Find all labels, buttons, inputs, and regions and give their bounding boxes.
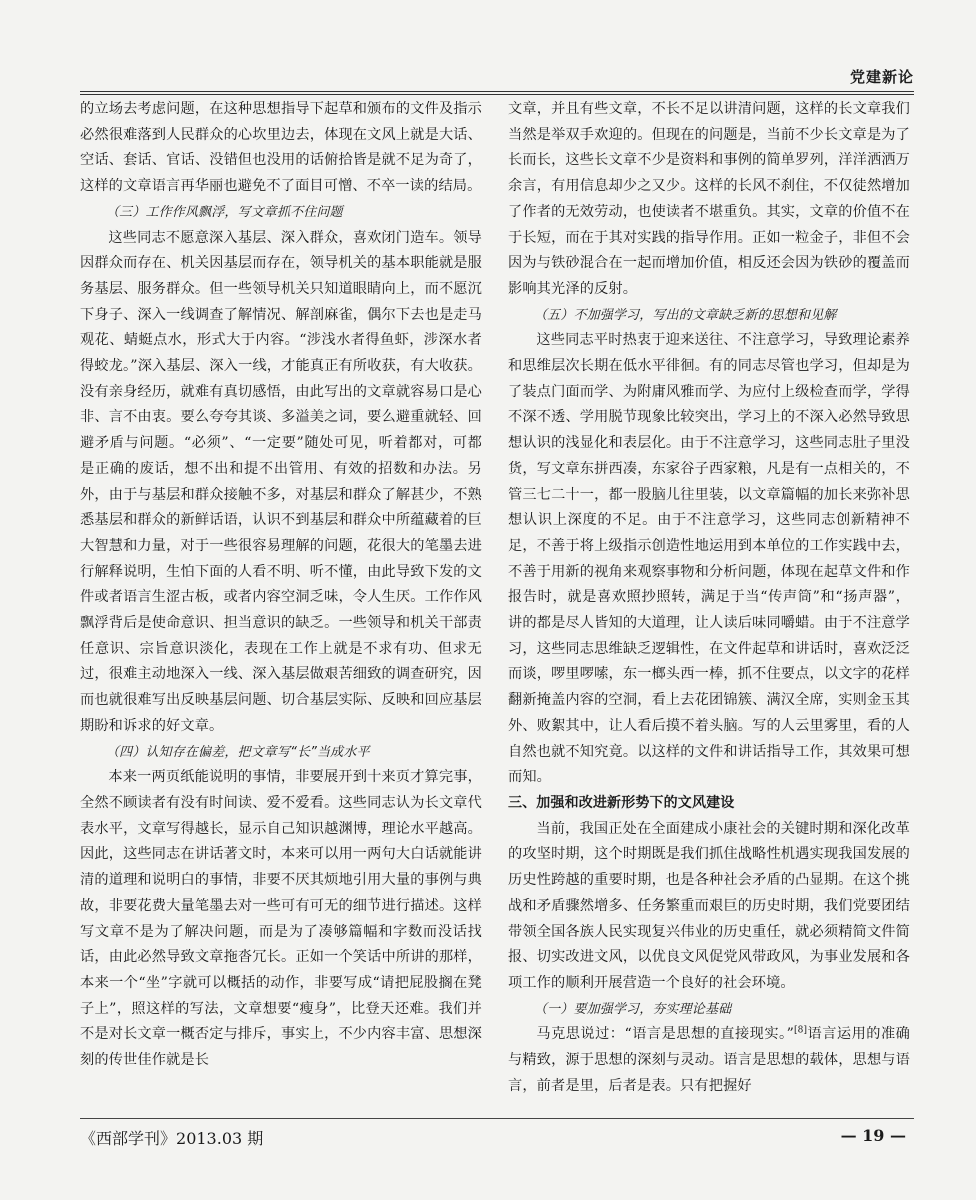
- journal-info: [80, 1126, 263, 1149]
- paragraph: [508, 1022, 910, 1099]
- subheading: （一）要加强学习，夯实理论基础: [534, 1001, 732, 1017]
- section-heading: 三、加强和改进新形势下的文风建设: [508, 794, 735, 811]
- section-title: 党建新论: [849, 68, 914, 86]
- issue-number: 2013.03 期: [176, 1129, 264, 1148]
- subheading: （五）不加强学习，写出的文章缺乏新的思想和见解: [534, 307, 837, 323]
- footer-divider: [80, 1118, 914, 1119]
- subheading: （四）认知存在偏差，把文章写“长”当成水平: [106, 744, 370, 760]
- page-number: — 19 —: [840, 1126, 906, 1145]
- subheading: （三）工作作风飘浮，写文章抓不住问题: [106, 204, 343, 220]
- header-divider: [80, 91, 914, 95]
- paragraph: 本来一两页纸能说明的事情，非要展开到十来页才算完事，全然不顾读者有没有时间读、爱不爱看。这些同志认为长文章代表水平，文章写得越长，显示自己知识越渊博，理论水平越高。因此，这些同志在讲话著文时，本来可以用一两句大白话就能讲清的道理和说明白的事情，非要不厌其烦地引用大量的事例与典故，非要花费大量笔墨去对一些可有可无的细节进行描述。这样写文章不是为了解决问题，而是为了凑够篇幅和字数而没话找话，由此必然导致文章拖沓冗长。正如一个笑话中所讲的那样，本来一个“坐”字就可以概括的动作，非要写成“请把屁股搁在凳子上”，照这样的写法，文章想要“瘦身”，比登天还难。我们并不是对长文章一概否定与排斥，事实上，不少内容丰富、思想深刻的传世佳作就是长: [80, 769, 482, 1069]
- left-column: [80, 97, 482, 1074]
- paragraph: 这些同志不愿意深入基层、深入群众，喜欢闭门造车。领导因群众而存在、机关因基层而存在，领导机关的基本职能就是服务基层、服务群众。但一些领导机关只知道眼睛向上，而不愿沉下身子、深入一线调查了解情况、解剖麻雀，偶尔下去也是走马观花、蜻蜓点水，形式大于内容。“涉浅水者得鱼虾，涉深水者得蛟龙。”深入基层、深入一线，才能真正有所收获，有大收获。没有亲身经历，就难有真切感悟，由此写出的文章就容易口是心非、言不由衷。要么夸夸其谈、多溢美之词，要么避重就轻、回避矛盾与问题。“必须”、“一定要”随处可见，听着都对，可都是正确的废话，想不出和提不出管用、有效的招数和办法。另外，由于与基层和群众接触不多，对基层和群众了解甚少，不熟悉基层和群众的新鲜话语，认识不到基层和群众中所蕴藏着的巨大智慧和力量，对于一些很容易理解的问题，花很大的笔墨去进行解释说明，生怕下面的人看不明、听不懂，由此导致下发的文件或者语言生涩古板，或者内容空洞乏味，令人生厌。工作作风飘浮背后是使命意识、担当意识的缺乏。一些领导和机关干部责任意识、宗旨意识淡化，表现在工作上就是不求有功、但求无过，很难主动地深入一线、深入基层做艰苦细致的调查研究，因而也就很难写出反映基层问题、切合基层实际、反映和回应基层期盼和诉求的好文章。: [80, 229, 482, 734]
- paragraph: 这些同志平时热衷于迎来送往、不注意学习，导致理论素养和思维层次长期在低水平徘徊。有的同志尽管也学习，但却是为了装点门面而学、为附庸风雅而学、为应付上级检查而学，学得不深不透、学用脱节现象比较突出，学习上的不深入必然导致思想认识的浅显化和表层化。由于不注意学习，这些同志肚子里没货，写文章东拼西凑，东家谷子西家粮，凡是有一点相关的，不管三七二十一，都一股脑儿往里装，以文章篇幅的加长来弥补思想认识上深度的不足。由于不注意学习，这些同志创新精神不足，不善于将上级指示创造性地运用到本单位的工作实践中去，不善于用新的视角来观察事物和分析问题，体现在起草文件和作报告时，就是喜欢照抄照转，满足于当“传声筒”和“扬声器”，讲的都是尽人皆知的大道理，让人读后味同嚼蜡。由于不注意学习，这些同志思维缺乏逻辑性，在文件起草和讲话时，喜欢泛泛而谈，啰里啰嗦，东一榔头西一棒，抓不住要点，以文字的花样翻新掩盖内容的空洞，看上去花团锦簇、满汉全席，实则金玉其外、败絮其中，让人看后摸不着头脑。写的人云里雾里，看的人自然也就不知究竟。以这样的文件和讲话指导工作，其效果可想而知。: [508, 332, 910, 786]
- paragraph-text: 语言运用的准确与精致，源于思想的深刻与灵动。语言是思想的载体，思想与语言，前者是里，后者是表。只有把握好: [508, 1026, 910, 1094]
- paragraph: 文章，并且有些文章，不长不足以讲清问题，这样的长文章我们当然是举双手欢迎的。但现在的问题是，当前不少长文章是为了长而长，这些长文章不少是资料和事例的简单罗列，洋洋洒洒万余言，有用信息却少之又少。这样的长风不刹住，不仅徒然增加了作者的无效劳动，也使读者不堪重负。其实，文章的价值不在于长短，而在于其对实践的指导作用。正如一粒金子，非但不会因为与铁砂混合在一起而增加价值，相反还会因为铁砂的覆盖而影响其光泽的反射。: [508, 101, 910, 297]
- paragraph: 当前，我国正处在全面建成小康社会的关键时期和深化改革的攻坚时期，这个时期既是我们抓住战略性机遇实现我国发展的历史性跨越的重要时期，也是各种社会矛盾的凸显期。在这个挑战和矛盾骤然增多、任务繁重而艰巨的历史时期，我们党要团结带领全国各族人民实现复兴伟业的历史重任，就必须精简文件简报、切实改进文风，以优良文风促党风带政风，为事业发展和各项工作的顺利开展营造一个良好的社会环境。: [508, 820, 910, 991]
- quote-text: 马克思说过：“语言是思想的直接现实。”: [536, 1026, 795, 1043]
- paragraph: 的立场去考虑问题，在这种思想指导下起草和颁布的文件及指示必然很难落到人民群众的心坎里边去，体现在文风上就是大话、空话、套话、官话、没错但也没用的话俯拾皆是就不足为奇了，这样的文章语言再华丽也避免不了面目可憎、不卒一读的结局。: [80, 101, 482, 195]
- reference-marker: [8]: [794, 1025, 808, 1036]
- right-column: [508, 97, 910, 1099]
- journal-name: 《西部学刊》: [80, 1129, 177, 1148]
